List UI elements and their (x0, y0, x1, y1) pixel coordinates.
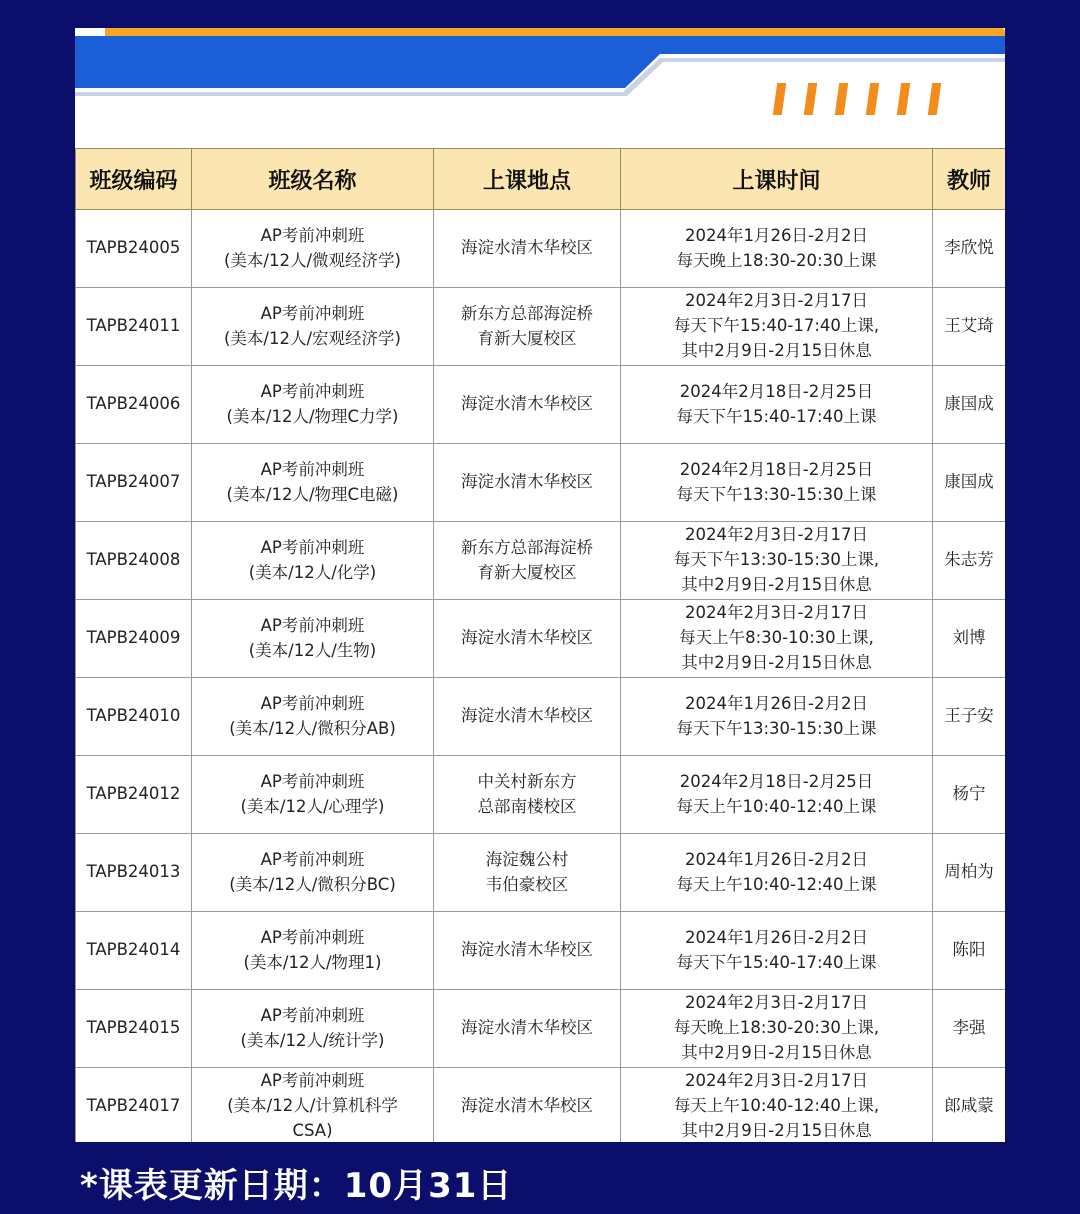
cell-time-line: 每天下午13:30-15:30上课, (673, 550, 880, 570)
cell-class-name-line: AP考前冲刺班 (260, 927, 365, 947)
cell-class-code: TAPB24008 (76, 522, 192, 600)
cell-teacher: 杨宁 (933, 756, 1006, 834)
cell-teacher: 朱志芳 (933, 522, 1006, 600)
update-date-note: *课表更新日期：10月31日 (80, 1166, 513, 1206)
cell-time (621, 600, 933, 678)
cell-class-name-line: AP考前冲刺班 (260, 693, 365, 713)
cell-time (621, 678, 933, 756)
cell-class-name-line: AP考前冲刺班 (260, 615, 365, 635)
cell-location (434, 756, 621, 834)
cell-time-line: 2024年1月26日-2月2日 (685, 225, 868, 245)
cell-time-line: 2024年2月3日-2月17日 (685, 993, 868, 1013)
cell-location-line: 海淀魏公村 (485, 849, 569, 869)
header-time: 上课时间 (621, 149, 933, 210)
cell-location-line: 海淀水清木华校区 (461, 238, 593, 258)
cell-location-line: 海淀水清木华校区 (461, 1018, 593, 1038)
cell-class-name-line: AP考前冲刺班 (260, 225, 365, 245)
decorative-stripes (775, 83, 939, 115)
cell-class-name (192, 678, 434, 756)
cell-class-name (192, 210, 434, 288)
cell-time-line: 每天上午10:40-12:40上课 (676, 874, 877, 894)
table-row (76, 834, 1006, 912)
cell-location-line: 育新大厦校区 (477, 328, 577, 348)
cell-class-name-line: (美本/12人/微观经济学) (224, 250, 401, 270)
cell-teacher: 郎咸蒙 (933, 1068, 1006, 1143)
cell-class-name-line: (美本/12人/心理学) (240, 796, 385, 816)
cell-class-name (192, 756, 434, 834)
cell-time-line: 2024年1月26日-2月2日 (685, 693, 868, 713)
cell-class-name-line: (美本/12人/生物) (248, 640, 377, 660)
cell-teacher: 刘博 (933, 600, 1006, 678)
cell-location-line: 总部南楼校区 (477, 796, 577, 816)
cell-class-name (192, 444, 434, 522)
cell-location-line: 海淀水清木华校区 (461, 1096, 593, 1116)
cell-teacher: 康国成 (933, 366, 1006, 444)
cell-class-code: TAPB24017 (76, 1068, 192, 1143)
cell-time-line: 每天下午13:30-15:30上课 (676, 484, 877, 504)
table-row (76, 288, 1006, 366)
cell-time-line: 其中2月9日-2月15日休息 (681, 1042, 872, 1062)
cell-teacher: 周柏为 (933, 834, 1006, 912)
cell-class-name-line: (美本/12人/微积分AB) (229, 718, 396, 738)
cell-class-code: TAPB24010 (76, 678, 192, 756)
cell-class-code: TAPB24013 (76, 834, 192, 912)
cell-time-line: 2024年2月18日-2月25日 (679, 459, 874, 479)
cell-location-line: 海淀水清木华校区 (461, 940, 593, 960)
cell-time (621, 990, 933, 1068)
table-header-row (76, 149, 1006, 210)
cell-time-line: 2024年2月3日-2月17日 (685, 525, 868, 545)
cell-class-name-line: (美本/12人/物理1) (243, 952, 382, 972)
table-row (76, 366, 1006, 444)
header-class-name: 班级名称 (192, 149, 434, 210)
cell-teacher: 李欣悦 (933, 210, 1006, 288)
cell-time-line: 其中2月9日-2月15日休息 (681, 652, 872, 672)
cell-class-name (192, 912, 434, 990)
cell-location-line: 新东方总部海淀桥 (461, 303, 593, 323)
cell-time-line: 每天晚上18:30-20:30上课 (676, 250, 877, 270)
cell-location-line: 海淀水清木华校区 (461, 472, 593, 492)
cell-time-line: 每天上午10:40-12:40上课, (673, 1096, 880, 1116)
cell-teacher: 王艾琦 (933, 288, 1006, 366)
cell-location (434, 990, 621, 1068)
cell-time-line: 每天上午8:30-10:30上课, (679, 628, 874, 648)
cell-time-line: 每天晚上18:30-20:30上课, (673, 1018, 880, 1038)
cell-class-name-line: AP考前冲刺班 (260, 303, 365, 323)
cell-time-line: 2024年2月18日-2月25日 (679, 771, 874, 791)
cell-class-name-line: AP考前冲刺班 (260, 537, 365, 557)
cell-class-name (192, 990, 434, 1068)
cell-class-name (192, 522, 434, 600)
cell-time (621, 366, 933, 444)
cell-class-name-line: AP考前冲刺班 (260, 381, 365, 401)
cell-location-line: 海淀水清木华校区 (461, 706, 593, 726)
cell-time (621, 1068, 933, 1143)
cell-location-line: 韦伯豪校区 (485, 874, 569, 894)
cell-location-line: 中关村新东方 (477, 771, 577, 791)
cell-location-line: 海淀水清木华校区 (461, 628, 593, 648)
cell-location-line: 育新大厦校区 (477, 562, 577, 582)
cell-time-line: 每天下午15:40-17:40上课 (676, 952, 877, 972)
header-location: 上课地点 (434, 149, 621, 210)
cell-class-name (192, 366, 434, 444)
table-row (76, 912, 1006, 990)
cell-location (434, 444, 621, 522)
cell-class-name-line: CSA) (292, 1120, 333, 1140)
table-row (76, 990, 1006, 1068)
cell-class-name-line: AP考前冲刺班 (260, 849, 365, 869)
cell-location (434, 366, 621, 444)
cell-time (621, 834, 933, 912)
cell-time-line: 每天下午15:40-17:40上课, (673, 316, 880, 336)
cell-class-name-line: (美本/12人/微积分BC) (229, 874, 396, 894)
cell-time-line: 每天上午10:40-12:40上课 (676, 796, 877, 816)
table-row (76, 678, 1006, 756)
cell-teacher: 陈阳 (933, 912, 1006, 990)
cell-time-line: 其中2月9日-2月15日休息 (681, 1120, 872, 1140)
header-teacher: 教师 (933, 149, 1006, 210)
cell-teacher: 王子安 (933, 678, 1006, 756)
cell-class-name (192, 600, 434, 678)
cell-class-code: TAPB24015 (76, 990, 192, 1068)
cell-teacher: 康国成 (933, 444, 1006, 522)
cell-time-line: 2024年1月26日-2月2日 (685, 849, 868, 869)
cell-location (434, 1068, 621, 1143)
cell-time-line: 2024年2月3日-2月17日 (685, 291, 868, 311)
cell-time-line: 每天下午15:40-17:40上课 (676, 406, 877, 426)
cell-time-line: 其中2月9日-2月15日休息 (681, 340, 872, 360)
cell-class-name (192, 288, 434, 366)
cell-time (621, 444, 933, 522)
cell-location (434, 912, 621, 990)
cell-location-line: 海淀水清木华校区 (461, 394, 593, 414)
header-class-code: 班级编码 (76, 149, 192, 210)
cell-location (434, 600, 621, 678)
table-row (76, 756, 1006, 834)
cell-time (621, 912, 933, 990)
cell-location (434, 834, 621, 912)
table-row (76, 600, 1006, 678)
cell-class-name-line: AP考前冲刺班 (260, 1071, 365, 1091)
cell-class-name-line: (美本/12人/统计学) (240, 1030, 385, 1050)
table-row (76, 210, 1006, 288)
schedule-card (75, 28, 1005, 1142)
cell-class-name-line: (美本/12人/化学) (248, 562, 377, 582)
cell-time-line: 2024年2月3日-2月17日 (685, 1071, 868, 1091)
cell-class-name-line: (美本/12人/宏观经济学) (224, 328, 401, 348)
table-row (76, 1068, 1006, 1143)
cell-location-line: 新东方总部海淀桥 (461, 537, 593, 557)
cell-class-name (192, 834, 434, 912)
cell-time (621, 756, 933, 834)
cell-class-code: TAPB24012 (76, 756, 192, 834)
schedule-table (75, 148, 1005, 1142)
cell-class-name-line: (美本/12人/物理C力学) (226, 406, 399, 426)
cell-class-name-line: AP考前冲刺班 (260, 771, 365, 791)
cell-location (434, 288, 621, 366)
table-row (76, 522, 1006, 600)
cell-class-name-line: (美本/12人/物理C电磁) (226, 484, 399, 504)
cell-class-name (192, 1068, 434, 1143)
cell-class-code: TAPB24014 (76, 912, 192, 990)
cell-time-line: 2024年1月26日-2月2日 (685, 927, 868, 947)
cell-class-code: TAPB24009 (76, 600, 192, 678)
cell-class-code: TAPB24011 (76, 288, 192, 366)
cell-location (434, 522, 621, 600)
cell-location (434, 210, 621, 288)
cell-class-code: TAPB24007 (76, 444, 192, 522)
cell-class-code: TAPB24006 (76, 366, 192, 444)
cell-location (434, 678, 621, 756)
cell-class-name-line: AP考前冲刺班 (260, 1005, 365, 1025)
cell-teacher: 李强 (933, 990, 1006, 1068)
cell-time-line: 2024年2月18日-2月25日 (679, 381, 874, 401)
table-row (76, 444, 1006, 522)
cell-time (621, 522, 933, 600)
cell-class-name-line: (美本/12人/计算机科学 (227, 1096, 398, 1116)
cell-class-name-line: AP考前冲刺班 (260, 459, 365, 479)
cell-time-line: 2024年2月3日-2月17日 (685, 603, 868, 623)
cell-class-code: TAPB24005 (76, 210, 192, 288)
cell-time (621, 210, 933, 288)
cell-time-line: 每天下午13:30-15:30上课 (676, 718, 877, 738)
cell-time-line: 其中2月9日-2月15日休息 (681, 574, 872, 594)
cell-time (621, 288, 933, 366)
